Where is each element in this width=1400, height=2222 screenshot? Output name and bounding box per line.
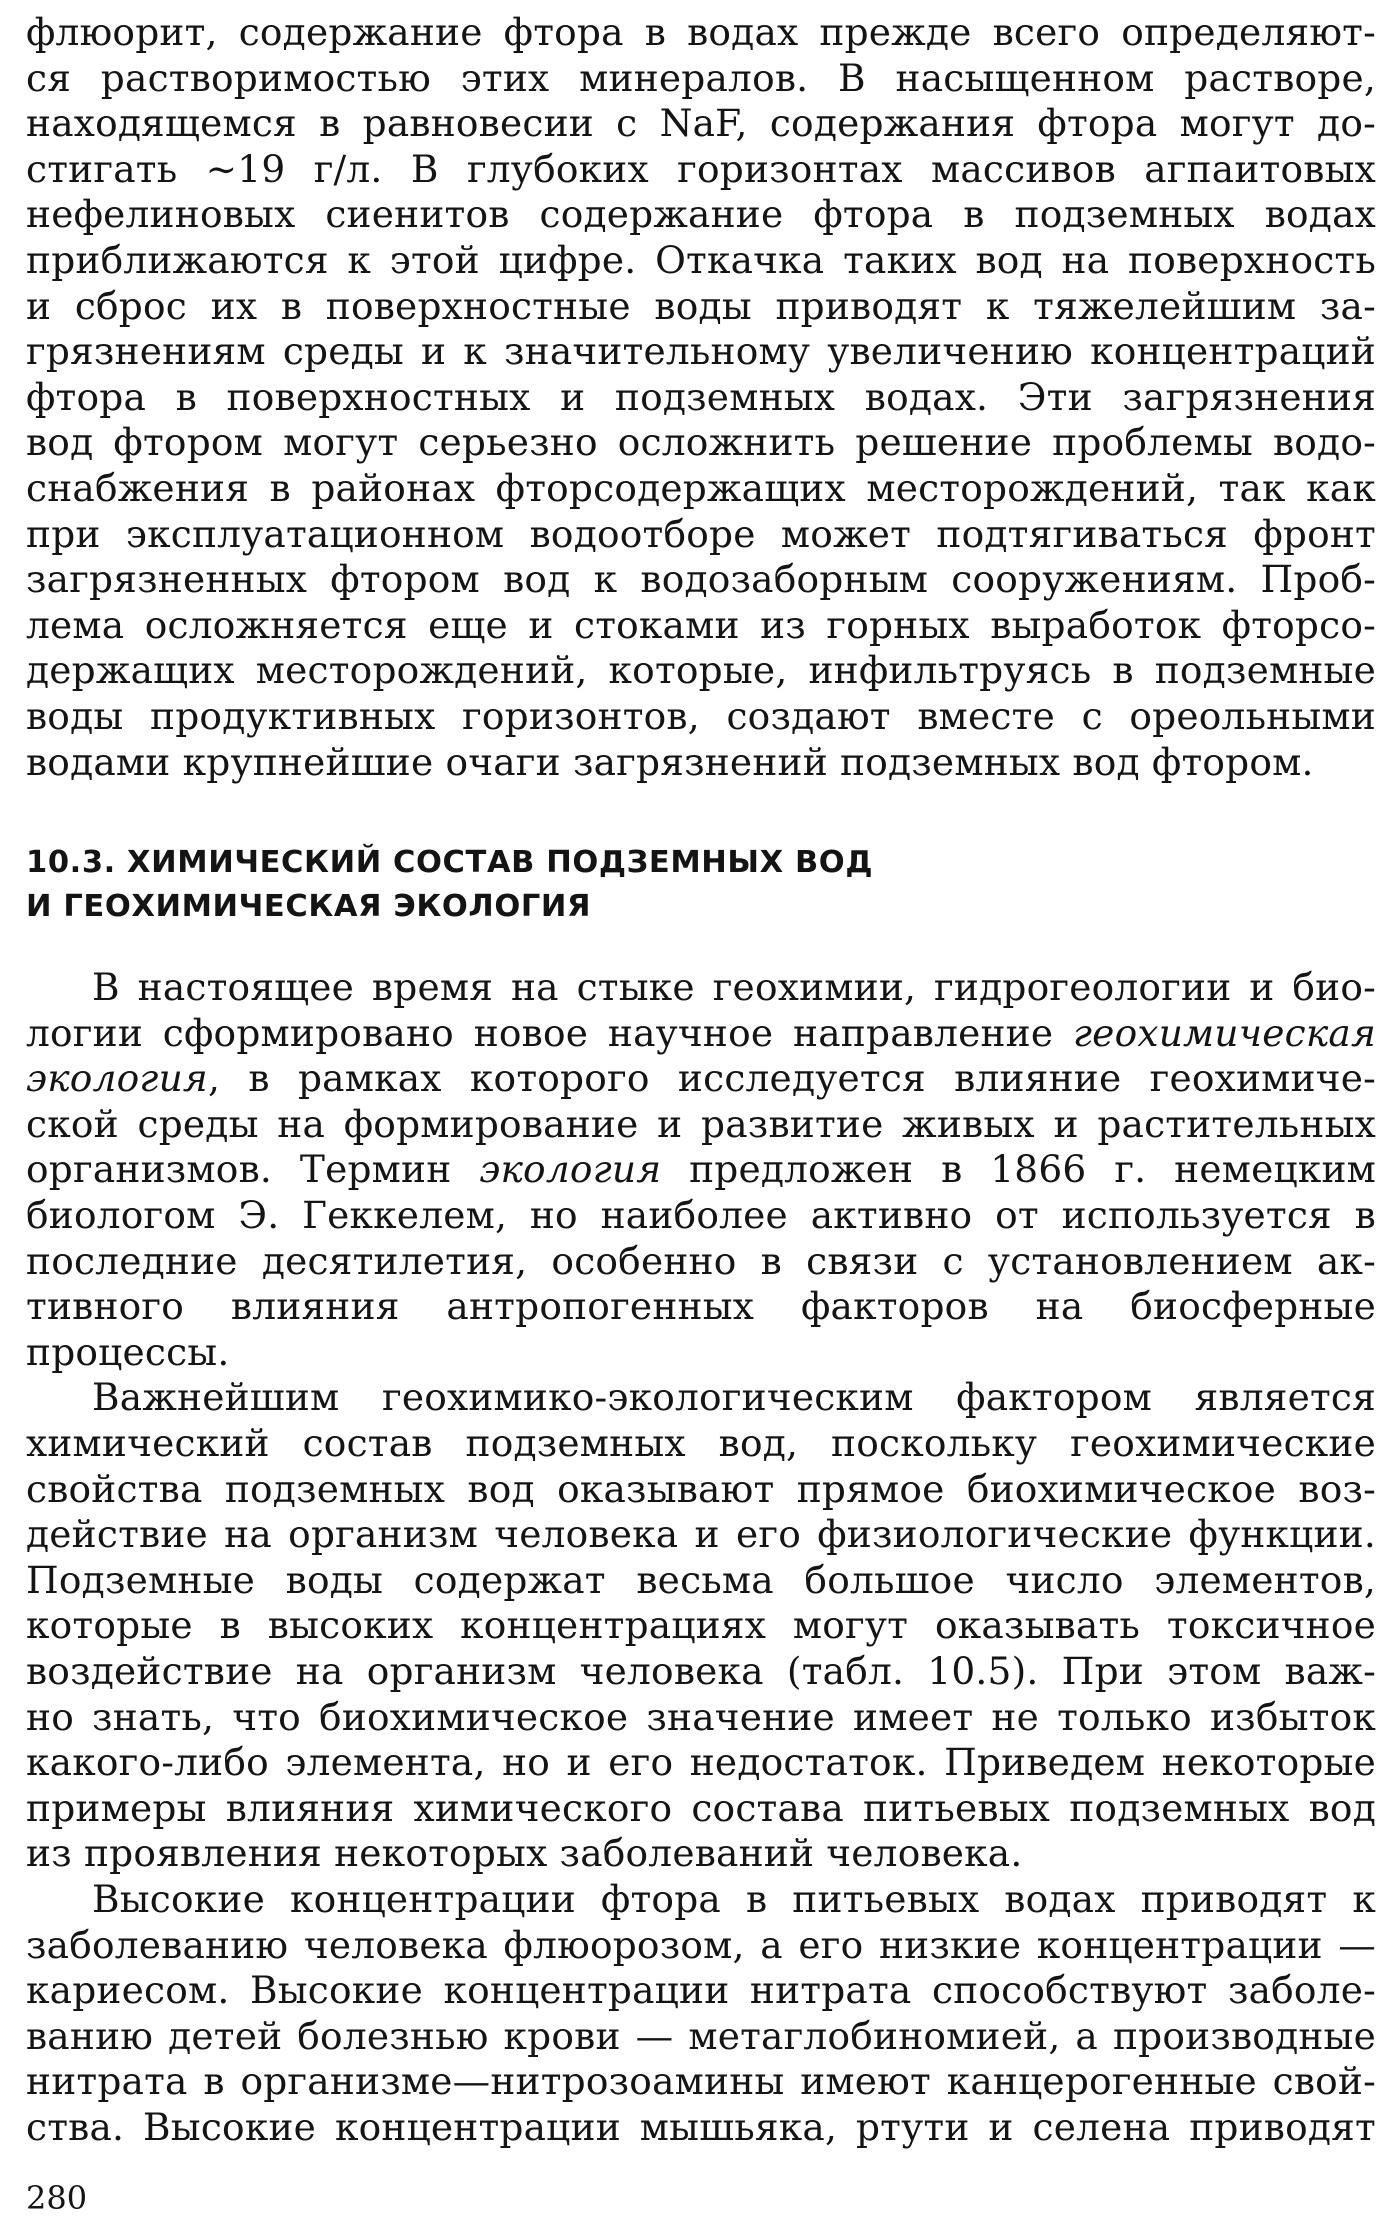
text-line: фтора в поверхностных и подземных водах. Эти загрязнения bbox=[26, 374, 1376, 419]
section-heading bbox=[26, 841, 1376, 929]
text-line: тивного влияния антропогенных факторов на биосферные bbox=[26, 1284, 1376, 1329]
text-line: ской среды на формирование и развитие живых и растительных bbox=[26, 1101, 1376, 1146]
text-line: снабжения в районах фторсодержащих месторождений, так как bbox=[26, 465, 1376, 510]
text-line: Высокие концентрации фтора в питьевых водах приводят к bbox=[92, 1876, 1376, 1921]
text-line: нефелиновых сиенитов содержание фтора в подземных водах bbox=[26, 192, 1376, 237]
text-line: при эксплуатационном водоотборе может подтягиваться фронт bbox=[26, 511, 1376, 556]
paragraph-fluorine-effects bbox=[26, 1877, 1376, 2151]
text-line: воды продуктивных горизонтов, создают вместе с ореольными bbox=[26, 693, 1376, 738]
text-line: ся растворимостью этих минералов. В насыщенном растворе, bbox=[26, 55, 1376, 100]
text-line: из проявления некоторых заболеваний человека. bbox=[26, 1831, 1023, 1876]
text-line: биологом Э. Геккелем, но наиболее активно от используется в bbox=[26, 1193, 1376, 1238]
text-line: экология, в рамках которого исследуется влияние геохимиче- bbox=[26, 1056, 1376, 1101]
text-line: заболеванию человека флюорозом, а его низкие концентрации — bbox=[26, 1922, 1376, 1967]
text-line: лема осложняется еще и стоками из горных выработок фторсо- bbox=[26, 602, 1376, 647]
text-line: держащих месторождений, которые, инфильтруясь в подземные bbox=[26, 648, 1376, 693]
text-line: организмов. Термин экология предложен в 1866 г. немецким bbox=[26, 1147, 1377, 1192]
section-heading-line: 10.3. ХИМИЧЕСКИЙ СОСТАВ ПОДЗЕМНЫХ ВОД bbox=[26, 845, 874, 881]
text-line: В настоящее время на стыке геохимии, гидрогеологии и био- bbox=[92, 965, 1376, 1010]
text-line: какого-либо элемента, но и его недостаток. Приведем некоторые bbox=[26, 1740, 1376, 1785]
paragraph-chemical-composition bbox=[26, 1375, 1376, 1877]
spacer bbox=[26, 929, 1376, 965]
text-line: последние десятилетия, особенно в связи с установлением ак- bbox=[26, 1238, 1376, 1283]
text-line: но знать, что биохимическое значение имеет не только избыток bbox=[26, 1694, 1376, 1739]
text-line: флюорит, содержание фтора в водах прежде всего определяют- bbox=[26, 10, 1376, 54]
text-line: которые в высоких концентрациях могут оказывать токсичное bbox=[26, 1603, 1376, 1648]
text-line: грязнениям среды и к значительному увеличению концентраций bbox=[26, 329, 1376, 374]
text-line: ства. Высокие концентрации мышьяка, ртути и селена приводят bbox=[26, 2104, 1376, 2149]
text-line: химический состав подземных вод, поскольку геохимические bbox=[26, 1421, 1376, 1466]
text-line: действие на организм человека и его физиологические функции. bbox=[26, 1512, 1376, 1557]
page-number: 280 bbox=[26, 2179, 88, 2217]
text-line: загрязненных фтором вод к водозаборным сооружениям. Проб- bbox=[26, 557, 1376, 602]
text-line: нитрата в организме—нитрозоамины имеют канцерогенные свой- bbox=[26, 2059, 1376, 2104]
text-line: стигать ∼19 г/л. В глубоких горизонтах массивов агпаитовых bbox=[26, 146, 1376, 191]
text-line: свойства подземных вод оказывают прямое биохимическое воз- bbox=[26, 1466, 1376, 1511]
section-heading-line: И ГЕОХИМИЧЕСКАЯ ЭКОЛОГИЯ bbox=[26, 889, 592, 925]
text-line: и сброс их в поверхностные воды приводят к тяжелейшим за- bbox=[26, 283, 1376, 328]
text-line: воздействие на организм человека (табл. 10.5). При этом важ- bbox=[26, 1649, 1376, 1693]
text-line: Подземные воды содержат весьма большое число элементов, bbox=[26, 1557, 1376, 1602]
text-line: Важнейшим геохимико-экологическим фактором является bbox=[92, 1375, 1376, 1420]
text-line: водами крупнейшие очаги загрязнений подземных вод фтором. bbox=[26, 739, 1314, 784]
text-line: вод фтором могут серьезно осложнить решение проблемы водо- bbox=[26, 420, 1376, 465]
paragraph-continuation bbox=[26, 10, 1376, 785]
text-line: приближаются к этой цифре. Откачка таких вод на поверхность bbox=[26, 237, 1376, 282]
text-line: ванию детей болезнью крови — метаглобиномией, а производные bbox=[26, 2013, 1376, 2058]
text-line: находящемся в равновесии с NaF, содержания фтора могут до- bbox=[26, 101, 1376, 146]
text-line: кариесом. Высокие концентрации нитрата способствуют заболе- bbox=[26, 1968, 1376, 2013]
paragraph-geochemical-ecology bbox=[26, 965, 1376, 1375]
text-line: процессы. bbox=[26, 1329, 230, 1374]
text-line: логии сформировано новое научное направление геохимическая bbox=[26, 1010, 1376, 1055]
page-body bbox=[26, 10, 1376, 2151]
text-line: примеры влияния химического состава питьевых подземных вод bbox=[26, 1785, 1376, 1830]
spacer bbox=[26, 785, 1376, 841]
